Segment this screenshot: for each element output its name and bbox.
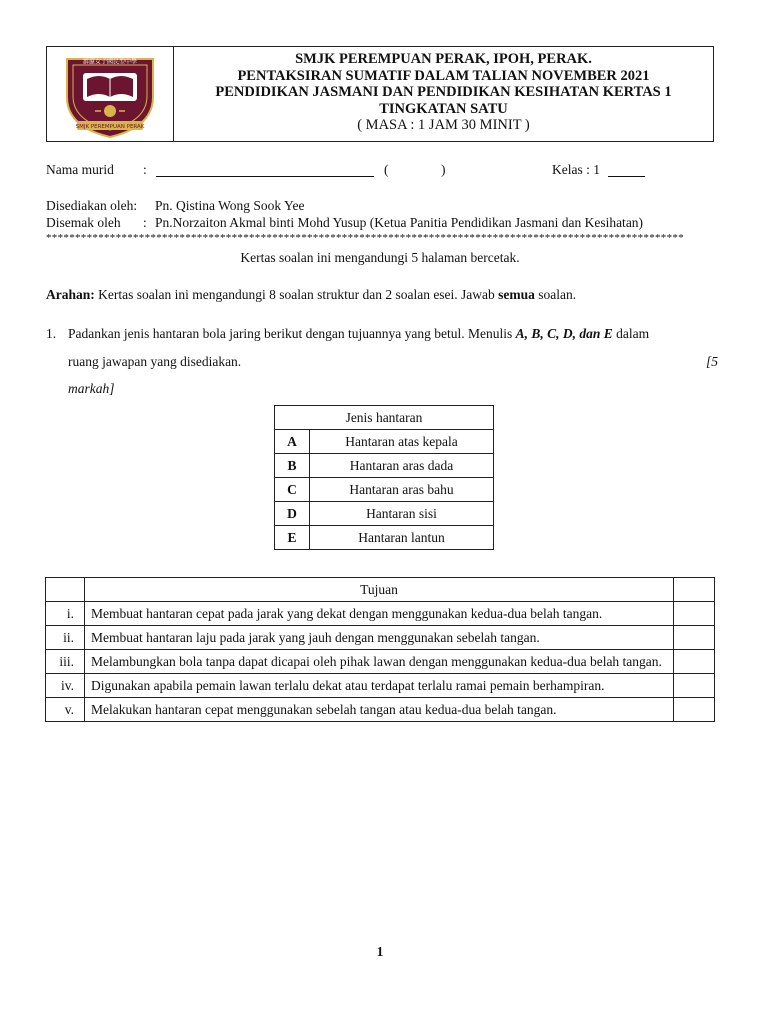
table-row	[46, 626, 715, 650]
exam-header	[46, 46, 714, 142]
question-1-line-1	[68, 326, 649, 342]
pass-name: Hantaran atas kepala	[310, 430, 494, 454]
logo-bottom-text: SMJK PEREMPUAN PERAK	[75, 124, 145, 130]
purpose-header-row	[46, 578, 715, 602]
purpose-number: i.	[46, 602, 85, 626]
table-row	[275, 454, 494, 478]
instructions-label: Arahan:	[46, 287, 95, 302]
checked-by-label: Disemak oleh	[46, 215, 121, 230]
question-1-line-2: ruang jawapan yang disediakan.	[68, 354, 242, 369]
purpose-number: ii.	[46, 626, 85, 650]
index-paren-close: )	[441, 162, 446, 177]
pass-name: Hantaran aras dada	[310, 454, 494, 478]
instructions-text-after: soalan.	[534, 287, 577, 302]
purpose-text: Melambungkan bola tanpa dapat dicapai oleh pihak lawan dengan menggunakan kedua-dua belah tangan.	[85, 650, 674, 674]
question-1-text-before: Padankan jenis hantaran bola jaring berikut dengan tujuannya yang betul. Menulis	[68, 326, 516, 341]
instructions	[46, 287, 576, 303]
purpose-text: Digunakan apabila pemain lawan terlalu dekat atau terdapat terlalu ramai pemain berhampiran.	[85, 674, 674, 698]
table-row	[275, 502, 494, 526]
page-number: 1	[376, 944, 384, 959]
index-paren-open: (	[384, 162, 389, 177]
pass-types-table	[274, 405, 494, 550]
exam-duration: ( MASA : 1 JAM 30 MINIT )	[357, 117, 530, 133]
separator-stars: **************************************************************************************************************	[46, 232, 684, 244]
question-1-marks-part1: [5	[706, 354, 719, 369]
purpose-header-num-cell	[46, 578, 85, 602]
form-level: TINGKATAN SATU	[379, 100, 508, 117]
question-1-marks-part2: markah]	[68, 381, 115, 396]
checked-by-colon: :	[143, 215, 147, 230]
class-label: Kelas : 1	[552, 162, 600, 177]
pass-key: D	[275, 502, 310, 526]
prepared-by-row	[46, 198, 305, 214]
instructions-emphasis: semua	[498, 287, 535, 302]
student-name-label: Nama murid	[46, 162, 114, 177]
table-row	[275, 430, 494, 454]
student-info-row	[46, 162, 714, 178]
question-1-number: 1.	[46, 326, 57, 341]
school-logo-cell	[47, 47, 174, 141]
purpose-table	[45, 577, 715, 722]
question-1-letters: A, B, C, D, dan E	[515, 326, 613, 341]
pass-key: C	[275, 478, 310, 502]
prepared-by-name: Pn. Qistina Wong Sook Yee	[155, 198, 305, 213]
answer-box[interactable]	[674, 698, 715, 722]
purpose-header: Tujuan	[85, 578, 674, 602]
purpose-text: Melakukan hantaran cepat menggunakan sebelah tangan atau kedua-dua belah tangan.	[85, 698, 674, 722]
class-blank[interactable]	[608, 164, 645, 177]
school-crest-icon	[61, 49, 159, 139]
student-name-blank[interactable]	[156, 164, 374, 177]
purpose-header-answer-cell	[674, 578, 715, 602]
checked-by-name: Pn.Norzaiton Akmal binti Mohd Yusup (Ketua Panitia Pendidikan Jasmani dan Kesihatan)	[155, 215, 644, 230]
prepared-by-label: Disediakan oleh:	[46, 198, 138, 213]
table-row	[275, 478, 494, 502]
pass-types-header-row	[275, 406, 494, 430]
pass-name: Hantaran lantun	[310, 526, 494, 550]
pages-note: Kertas soalan ini mengandungi 5 halaman bercetak.	[240, 250, 520, 265]
purpose-number: iii.	[46, 650, 85, 674]
purpose-number: iv.	[46, 674, 85, 698]
question-1-text-after: dalam	[612, 326, 650, 341]
pass-types-header: Jenis hantaran	[275, 406, 494, 430]
logo-top-text: 霹靂女子國民型中學	[82, 58, 138, 66]
school-name: SMJK PEREMPUAN PERAK, IPOH, PERAK.	[295, 51, 592, 67]
table-row	[46, 602, 715, 626]
subject-title: PENDIDIKAN JASMANI DAN PENDIDIKAN KESIHATAN KERTAS 1	[215, 84, 672, 100]
student-name-colon: :	[143, 162, 147, 177]
table-row	[46, 698, 715, 722]
answer-box[interactable]	[674, 650, 715, 674]
assessment-title: PENTAKSIRAN SUMATIF DALAM TALIAN NOVEMBER 2021	[237, 67, 650, 84]
pass-name: Hantaran sisi	[310, 502, 494, 526]
pass-key: E	[275, 526, 310, 550]
table-row	[275, 526, 494, 550]
answer-box[interactable]	[674, 602, 715, 626]
header-text-block	[174, 47, 713, 141]
table-row	[46, 674, 715, 698]
purpose-number: v.	[46, 698, 85, 722]
answer-box[interactable]	[674, 626, 715, 650]
table-row	[46, 650, 715, 674]
pass-key: A	[275, 430, 310, 454]
answer-box[interactable]	[674, 674, 715, 698]
pass-name: Hantaran aras bahu	[310, 478, 494, 502]
purpose-text: Membuat hantaran laju pada jarak yang jauh dengan menggunakan sebelah tangan.	[85, 626, 674, 650]
checked-by-row	[46, 215, 644, 231]
purpose-text: Membuat hantaran cepat pada jarak yang dekat dengan menggunakan kedua-dua belah tangan.	[85, 602, 674, 626]
instructions-text-before: Kertas soalan ini mengandungi 8 soalan struktur dan 2 soalan esei. Jawab	[94, 287, 499, 302]
pass-key: B	[275, 454, 310, 478]
